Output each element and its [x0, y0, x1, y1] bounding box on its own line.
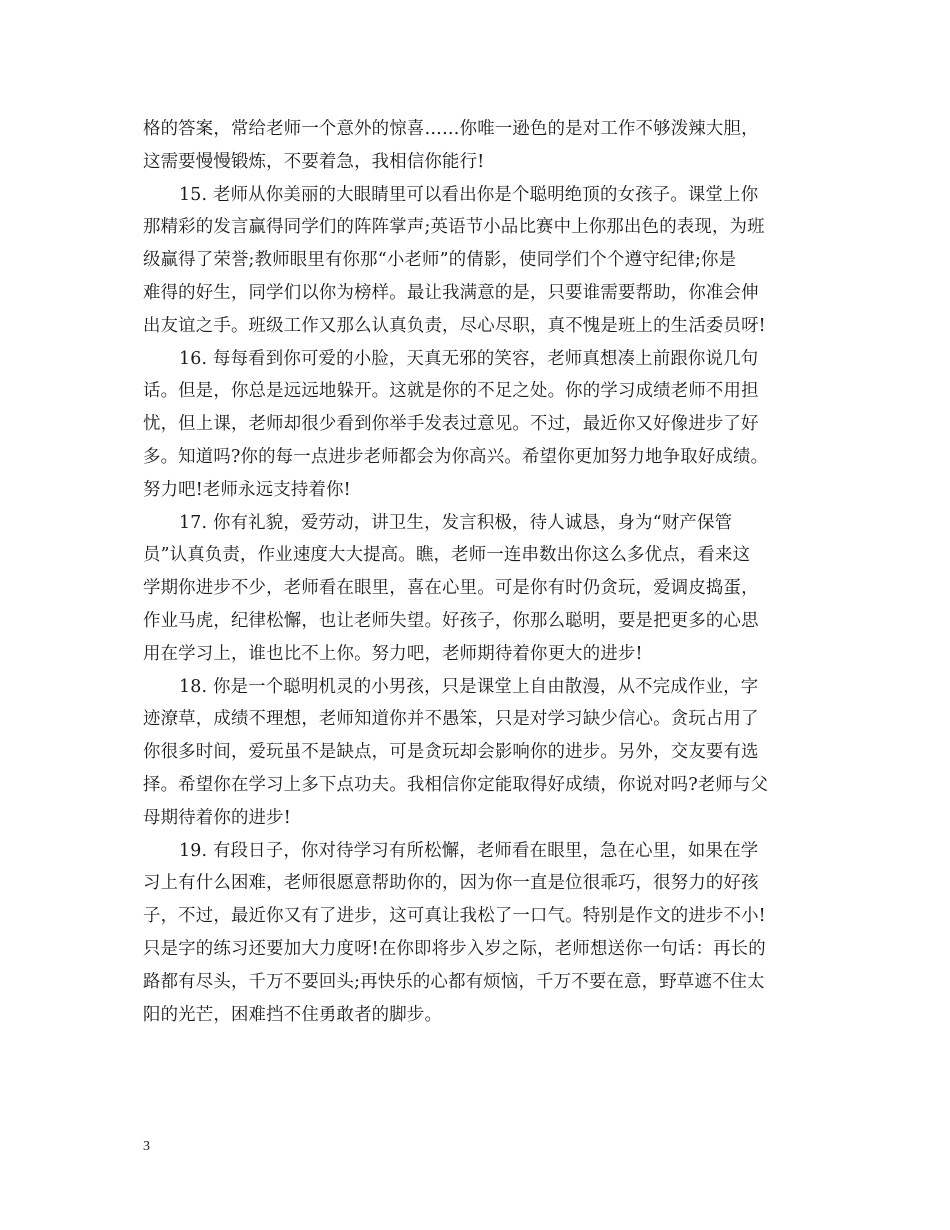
- paragraph-18: 18. 你是一个聪明机灵的小男孩，只是课堂上自由散漫，从不完成作业，字 迹潦草，成绩不理想，老师知道你并不愚笨，只是对学习缺少信心。贪玩占用了 你很多时间，爱玩虽不是缺点，可是贪玩却会影响你的进步。另外，交友要有选 择。希望你在学习上多下点功夫。我相信你定能取得好成绩，你说对吗?老师与父 母期待着你的进步!: [143, 676, 769, 828]
- paragraph-14-continuation: 格的答案，常给老师一个意外的惊喜……你唯一逊色的是对工作不够泼辣大胆， 这需要慢慢锻炼，不要着急，我相信你能行!: [143, 119, 759, 172]
- paragraph-16: 16. 每每看到你可爱的小脸，天真无邪的笑容，老师真想凑上前跟你说几句 话。但是，你总是远远地躲开。这就是你的不足之处。你的学习成绩老师不用担 忧，但上课，老师却很少看到你举手发表过意见。不过，最近你又好像进步了好 多。知道吗?你的每一点进步老师都会为你高兴。希望你更加努力地争取好成绩。 努力吧!老师永远支持着你!: [143, 348, 769, 500]
- paragraph-17: 17. 你有礼貌，爱劳动，讲卫生，发言积极，待人诚恳，身为“财产保管 员”认真负责，作业速度大大提高。瞧，老师一连串数出你这么多优点，看来这 学期你进步不少，老师看在眼里，喜在心里。可是你有时仍贪玩，爱调皮捣蛋， 作业马虎，纪律松懈，也让老师失望。好孩子，你那么聪明，要是把更多的心思 用在学习上，谁也比不上你。努力吧，老师期待着你更大的进步!: [143, 512, 759, 664]
- paragraph-15: 15. 老师从你美丽的大眼睛里可以看出你是个聪明绝顶的女孩子。课堂上你 那精彩的发言赢得同学们的阵阵掌声;英语节小品比赛中上你那出色的表现，为班 级赢得了荣誉;教师眼里有你那“小老师”的倩影，使同学们个个遵守纪律;你是 难得的好生，同学们以你为榜样。最让我满意的是，只要谁需要帮助，你准会伸 出友谊之手。班级工作又那么认真负责，尽心尽职，真不愧是班上的生活委员呀!: [143, 184, 766, 336]
- paragraph-19: 19. 有段日子，你对待学习有所松懈，老师看在眼里，急在心里，如果在学 习上有什么困难，老师很愿意帮助你的，因为你一直是位很乖巧，很努力的好孩 子，不过，最近你又有了进步，这可真让我松了一口气。特别是作文的进步不小! 只是字的练习还要加大力度呀!在你即将步入岁之际，老师想送你一句话：再长的 路都有尽头，千万不要回头;再快乐的心都有烦恼，千万不要在意，野草遮不住太 阳的光芒，困难挡不住勇敢者的脚步。: [143, 840, 766, 1025]
- page-number: 3: [143, 1139, 150, 1154]
- document-body: [143, 113, 811, 1031]
